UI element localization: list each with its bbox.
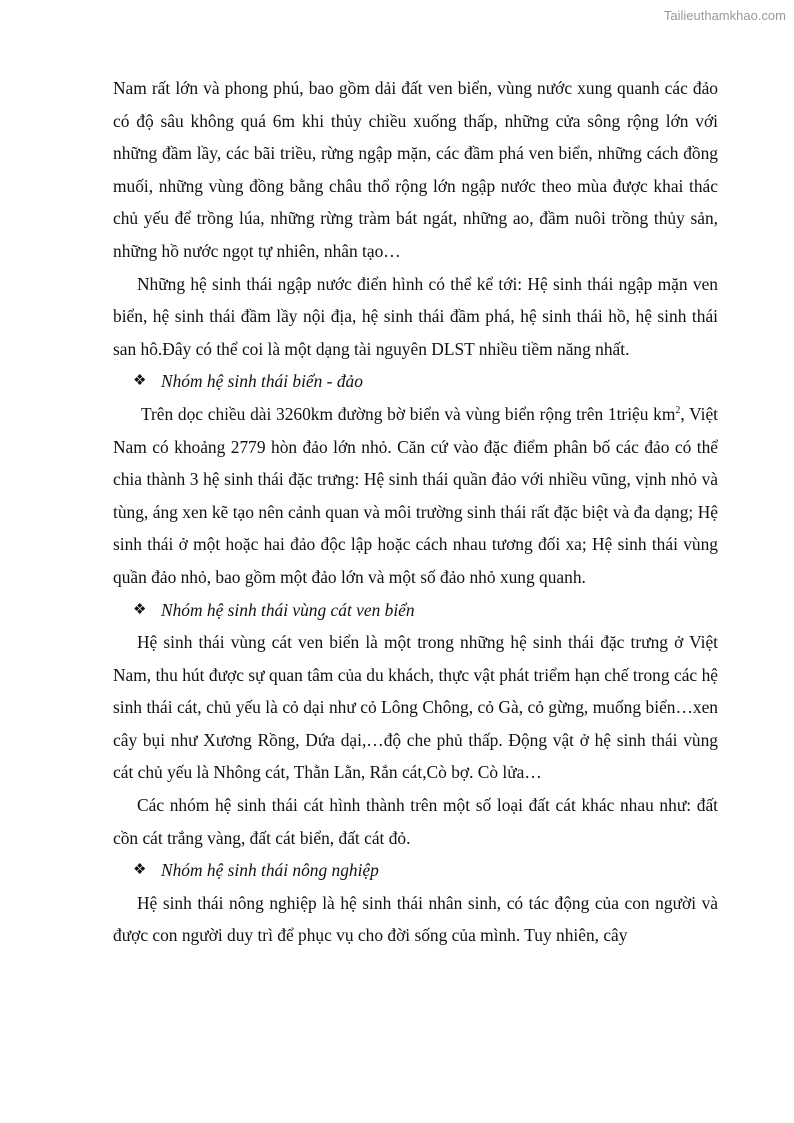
bullet-icon: ❖ bbox=[133, 373, 147, 390]
document-body bbox=[113, 72, 718, 952]
paragraph-text-part1: Trên dọc chiều dài 3260km đường bờ biển và vùng biển rộng trên 1triệu km bbox=[141, 403, 676, 424]
heading-text: Nhóm hệ sinh thái nông nghiệp bbox=[161, 860, 379, 881]
paragraph-agriculture: Hệ sinh thái nông nghiệp là hệ sinh thái nhân sinh, có tác động của con người và được con người duy trì để phục vụ cho đời sống của mình. Tuy nhiên, cây bbox=[113, 892, 718, 946]
heading-text: Nhóm hệ sinh thái vùng cát ven biển bbox=[161, 599, 415, 620]
paragraph-wetland-types: Những hệ sinh thái ngập nước điển hình có thể kể tới: Hệ sinh thái ngập mặn ven biển, hệ sinh thái đầm lầy nội địa, hệ sinh thái đầm phá, hệ sinh thái hồ, hệ sinh thái san hô.Đây có thể coi là một dạng tài nguyên DLST nhiều tiềm năng nhất. bbox=[113, 273, 718, 359]
heading-agriculture bbox=[113, 854, 718, 887]
paragraph-sea-island bbox=[113, 398, 718, 594]
paragraph-wetland-continuation: Nam rất lớn và phong phú, bao gồm dải đất ven biển, vùng nước xung quanh các đảo có độ sâu không quá 6m khi thủy chiều xuống thấp, những cửa sông rộng lớn với những đầm lầy, các bãi triều, rừng ngập mặn, các đầm phá ven biển, những cách đồng muối, những vùng đồng bằng châu thổ rộng lớn ngập nước theo mùa được khai thác chủ yếu để trồng lúa, những rừng tràm bát ngát, những ao, đầm nuôi trồng thủy sản, những hồ nước ngọt tự nhiên, nhân tạo… bbox=[113, 78, 718, 261]
paragraph-coastal-sand: Hệ sinh thái vùng cát ven biển là một trong những hệ sinh thái đặc trưng ở Việt Nam, thu hút được sự quan tâm của du khách, thực vật phát triểm hạn chế trong các hệ sinh thái cát, chủ yếu là cỏ dại như cỏ Lông Chông, cỏ Gà, cỏ gừng, muống biển…xen cây bụi như Xương Rồng, Dứa dại,…độ che phủ thấp. Động vật ở hệ sinh thái vùng cát chủ yếu là Nhông cát, Thằn Lằn, Rắn cát,Cò bợ. Cò lửa… bbox=[113, 632, 718, 783]
heading-text: Nhóm hệ sinh thái biển - đảo bbox=[161, 371, 363, 392]
bullet-icon: ❖ bbox=[133, 601, 147, 618]
bullet-icon: ❖ bbox=[133, 862, 147, 879]
heading-sea-island bbox=[113, 365, 718, 398]
paragraph-sand-soil-types: Các nhóm hệ sinh thái cát hình thành trên một số loại đất cát khác nhau như: đất cồn cát trắng vàng, đất cát biển, đất cát đỏ. bbox=[113, 795, 718, 848]
superscript: 2 bbox=[675, 405, 681, 417]
paragraph-text-part2: , Việt Nam có khoảng 2779 hòn đảo lớn nhỏ. Căn cứ vào đặc điểm phân bố các đảo có thể chia thành 3 hệ sinh thái đặc trưng: Hệ sinh thái quần đảo với nhiều vũng, vịnh nhỏ và tùng, áng xen kẽ tạo nên cảnh quan và môi trường sinh thái rất đặc biệt và đa dạng; Hệ sinh thái ở một hoặc hai đảo độc lập hoặc cách nhau tương đối xa; Hệ sinh thái vùng quần đảo nhỏ, bao gồm một đảo lớn và một số đảo nhỏ xung quanh. bbox=[113, 403, 719, 587]
heading-coastal-sand bbox=[113, 594, 718, 627]
watermark-text: Tailieuthamkhao.com bbox=[663, 8, 786, 23]
